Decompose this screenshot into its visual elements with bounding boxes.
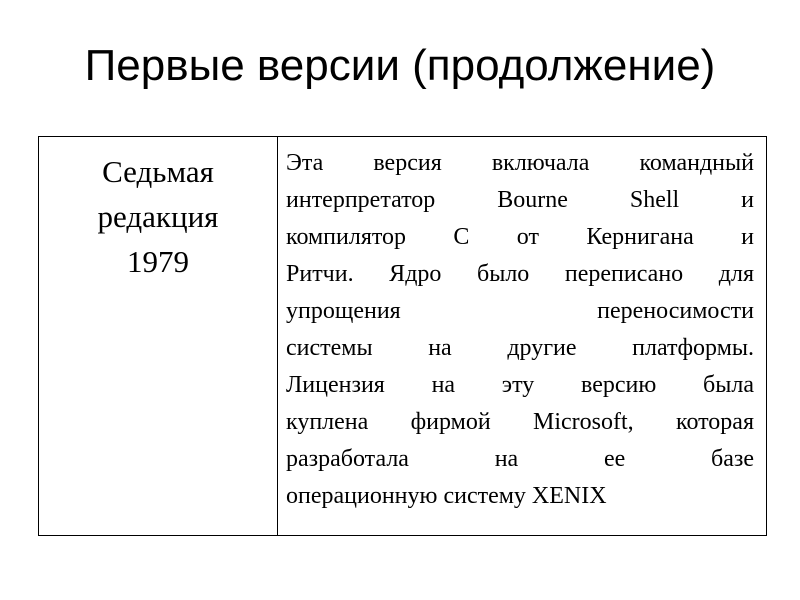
edition-line: Седьмая [102, 154, 214, 189]
content-table [38, 136, 767, 536]
description-line: компилятор C от Кернигана и [286, 224, 754, 250]
description-line: упрощения переносимости [286, 298, 754, 324]
slide-title: Первые версии (продолжение) [84, 41, 716, 90]
description-line: интерпретатор Bourne Shell и [286, 187, 754, 213]
description-line: разработала на ее базе [286, 446, 754, 472]
edition-year: 1979 [127, 244, 189, 279]
description-line: системы на другие платформы. [286, 335, 754, 361]
description-line: операционную систему XENIX [286, 483, 607, 509]
description-cell [278, 137, 766, 535]
description-line: Ритчи. Ядро было переписано для [286, 261, 754, 287]
edition-cell [39, 137, 278, 535]
description-line: Эта версия включала командный [286, 150, 754, 176]
description-line: куплена фирмой Microsoft, которая [286, 409, 754, 435]
description-line: Лицензия на эту версию была [286, 372, 754, 398]
edition-line: редакция [97, 199, 219, 234]
